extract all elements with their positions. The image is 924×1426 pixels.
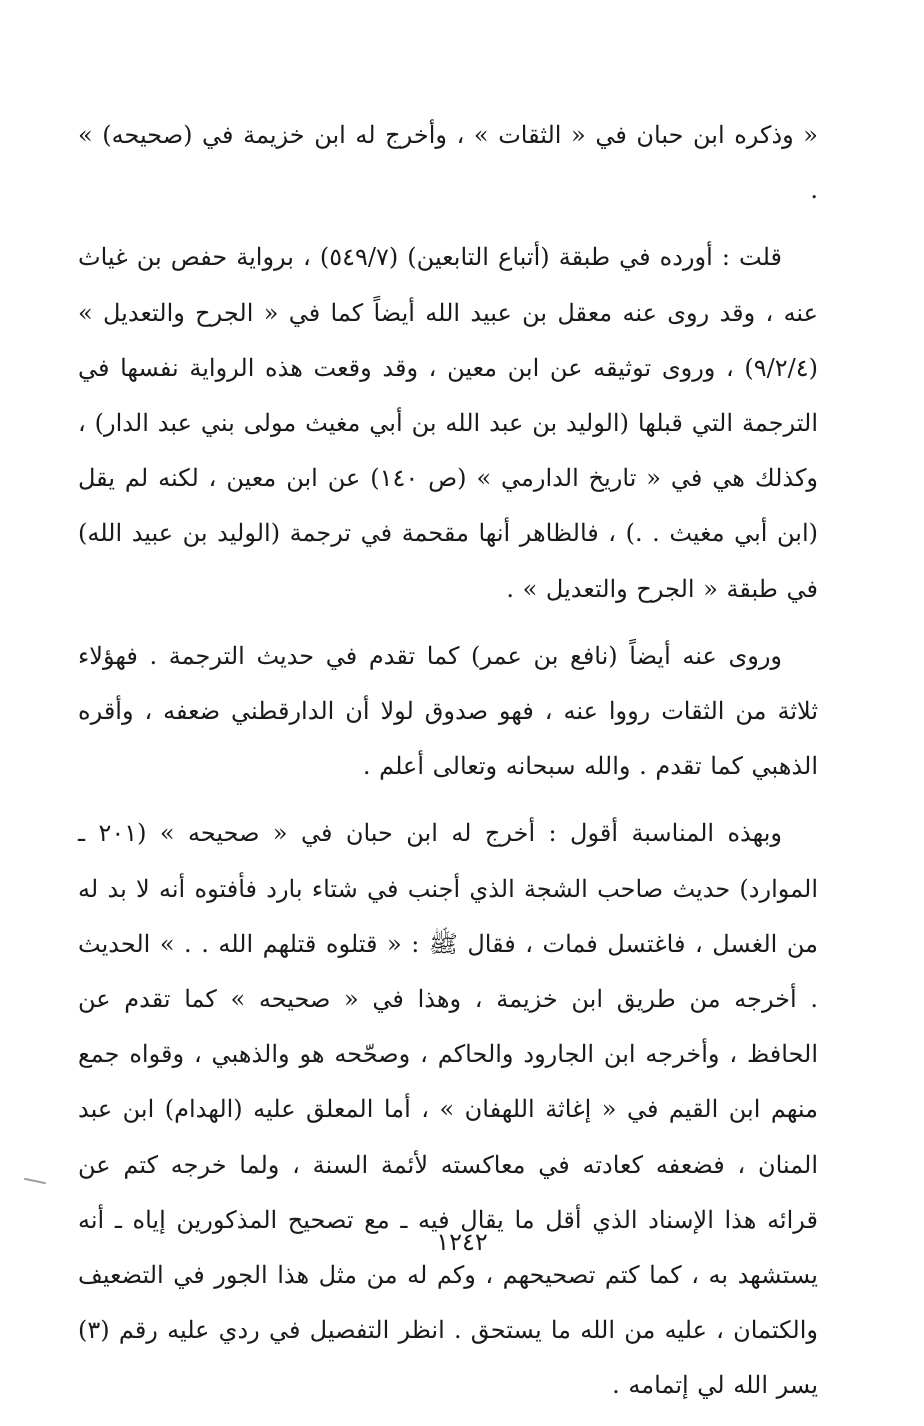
paragraph-quote: « وذكره ابن حبان في « الثقات » ، وأخرج له ابن خزيمة في (صحيحه) » . xyxy=(78,121,818,205)
paragraph-narrators: وروى عنه أيضاً (نافع بن عمر) كما تقدم في حديث الترجمة . فهؤلاء ثلاثة من الثقات رووا عنه ، فهو صدوق لولا أن الدارقطني ضعفه ، وأقره الذهبي كما تقدم . والله سبحانه وتعالى أعلم . xyxy=(78,641,818,781)
paragraph-qultu: قلت : أورده في طبقة (أتباع التابعين) (٥٤٩/٧) ، برواية حفص بن غياث عنه ، وقد روى عنه معقل بن عبيد الله أيضاً كما في « الجرح والتعديل » (٩/٢/٤) ، وروى توثيقه عن ابن معين ، وقد وقعت هذه الرواية نفسها في الترجمة التي قبلها (الوليد بن عبد الله بن أبي مغيث مولى بني عبد الدار) ، وكذلك هي في « تاريخ الدارمي » (ص ١٤٠) عن ابن معين ، لكنه لم يقل (ابن أبي مغيث . .) ، فالظاهر أنها مقحمة في ترجمة (الوليد بن عبيد الله) في طبقة « الجرح والتعديل » . xyxy=(78,243,818,603)
scan-mark xyxy=(24,1178,46,1185)
paragraph-occasion: وبهذه المناسبة أقول : أخرج له ابن حبان في « صحيحه » (٢٠١ ـ الموارد) حديث صاحب الشجة الذي أجنب في شتاء بارد فأفتوه أنه لا بد له من الغسل ، فاغتسل فمات ، فقال ﷺ : « قتلوه قتلهم الله . . » الحديث . أخرجه من طريق ابن خزيمة ، وهذا في « صحيحه » كما تقدم عن الحافظ ، وأخرجه ابن الجارود والحاكم ، وصحّحه هو والذهبي ، وقواه جمع منهم ابن القيم في « إغاثة اللهفان » ، أما المعلق عليه (الهدام) ابن عبد المنان ، فضعفه كعادته في معاكسته لأئمة السنة ، ولما خرجه كتم عن قرائه هذا الإسناد الذي أقل ما يقال فيه ـ مع تصحيح المذكورين إياه ـ أنه يستشهد به ، كما كتم تصحيحهم ، وكم له من مثل هذا الجور في التضعيف والكتمان ، عليه من الله ما يستحق . انظر التفصيل في ردي عليه رقم (٣) يسر الله لي إتمامه . xyxy=(78,819,818,1400)
page-number: ١٢٤٢ xyxy=(436,1228,488,1256)
